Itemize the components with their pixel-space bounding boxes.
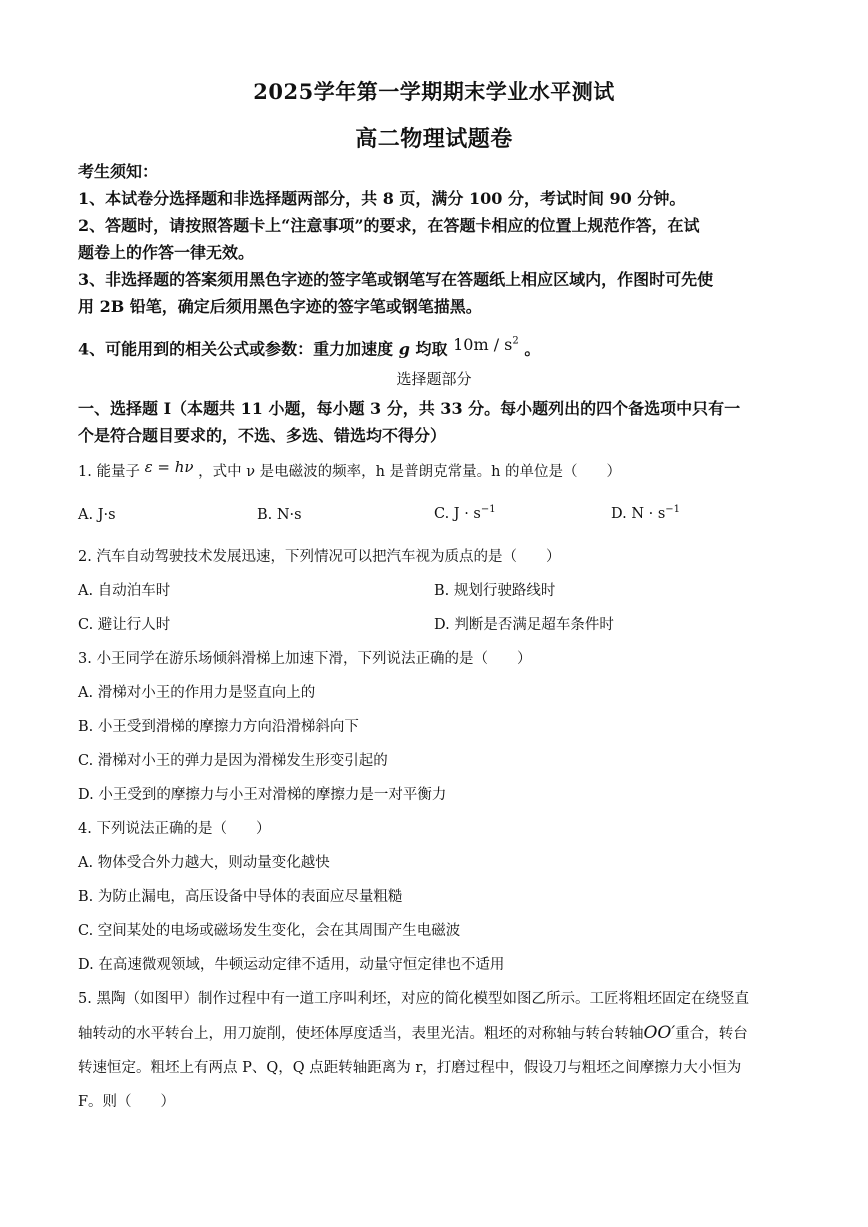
gravity-value (453, 335, 519, 354)
q2-option-b: B. 规划行驶路线时 (434, 583, 556, 599)
q1-formula: ε = hν (144, 458, 194, 476)
q3-option-d: D. 小王受到的摩擦力与小王对滑梯的摩擦力是一对平衡力 (78, 787, 447, 803)
exam-title: 2025学年第一学期期末学业水平测试 (253, 79, 615, 104)
q2-option-a: A. 自动泊车时 (78, 583, 171, 599)
q1-option-c-base: C. J · s (434, 505, 481, 522)
section-title: 选择题部分 (396, 370, 472, 388)
q1-option-a: A. J·s (78, 507, 116, 523)
q5-line-2 (78, 1016, 790, 1051)
section-intro-a: 一、选择题 I（本题共 11 小题，每小题 3 分，共 33 分。每小题列出的四个备选项中只有一 (78, 399, 741, 418)
section-intro-b: 个是符合题目要求的，不选、多选、错选均不得分） (78, 426, 447, 445)
q1-option-c (434, 504, 496, 522)
q2-option-c: C. 避让行人时 (78, 617, 171, 633)
q4-option-b: B. 为防止漏电，高压设备中导体的表面应尽量粗糙 (78, 889, 403, 905)
notice-item-4-prefix: 4、可能用到的相关公式或参数：重力加速度 (78, 339, 394, 359)
q1-prefix: 1. 能量子 (78, 464, 140, 480)
q1-option-d (611, 504, 680, 522)
q1-option-d-exp: −1 (665, 504, 681, 515)
notice-item-4-suffix: 。 (524, 339, 541, 359)
q1-suffix: ，式中 ν 是电磁波的频率，h 是普朗克常量。h 的单位是（ ） (198, 464, 622, 480)
gravity-value-base: 10m / s (453, 335, 513, 355)
notice-item-2b: 题卷上的作答一律无效。 (78, 243, 255, 262)
q4-option-c: C. 空间某处的电场或磁场发生变化，会在其周围产生电磁波 (78, 923, 461, 939)
q1-option-d-base: D. N · s (611, 505, 666, 522)
q3-option-c: C. 滑梯对小王的弹力是因为滑梯发生形变引起的 (78, 753, 388, 769)
q1-stem (78, 460, 798, 481)
q2-stem: 2. 汽车自动驾驶技术发展迅速，下列情况可以把汽车视为质点的是（ ） (78, 549, 561, 565)
q2-option-d: D. 判断是否满足超车条件时 (434, 617, 614, 633)
notice-item-1: 1、本试卷分选择题和非选择题两部分，共 8 页，满分 100 分，考试时间 90 分钟。 (78, 189, 686, 208)
q5-line-2-suffix: 重合，转台 (675, 1026, 748, 1042)
q5-line-3: 转速恒定。粗坯上有两点 P、Q，Q 点距转轴距离为 r，打磨过程中，假设刀与粗坯之间摩擦力大小恒为 (78, 1060, 742, 1076)
q3-option-b: B. 小王受到滑梯的摩擦力方向沿滑梯斜向下 (78, 719, 359, 735)
q4-option-a: A. 物体受合外力越大，则动量变化越快 (78, 855, 330, 871)
notice-item-3a: 3、非选择题的答案须用黑色字迹的签字笔或钢笔写在答题纸上相应区域内，作图时可先使 (78, 270, 714, 289)
q1-option-b: B. N·s (257, 507, 302, 523)
q3-option-a: A. 滑梯对小王的作用力是竖直向上的 (78, 685, 316, 701)
q3-stem: 3. 小王同学在游乐场倾斜滑梯上加速下滑，下列说法正确的是（ ） (78, 651, 532, 667)
q5-line-1: 5. 黑陶（如图甲）制作过程中有一道工序叫利坯，对应的简化模型如图乙所示。工匠将粗坯固定在绕竖直 (78, 991, 749, 1007)
notice-heading: 考生须知： (78, 162, 159, 181)
exam-subtitle: 高二物理试题卷 (355, 126, 513, 152)
q1-option-c-exp: −1 (480, 504, 496, 515)
gravity-symbol: g (398, 339, 410, 359)
notice-item-4 (78, 332, 790, 362)
q4-stem: 4. 下列说法正确的是（ ） (78, 821, 271, 837)
q5-line-4: F。则（ ） (78, 1094, 176, 1110)
notice-item-4-mid: 均取 (415, 339, 448, 359)
q4-option-d: D. 在高速微观领域，牛顿运动定律不适用，动量守恒定律也不适用 (78, 957, 505, 973)
gravity-value-exp: 2 (512, 336, 519, 347)
q5-line-2-prefix: 轴转动的水平转台上，用刀旋削，使坯体厚度适当，表里光洁。粗坯的对称轴与转台转轴 (78, 1026, 644, 1042)
notice-item-3b: 用 2B 铅笔，确定后须用黑色字迹的签字笔或钢笔描黑。 (78, 297, 482, 316)
axis-symbol: OO′ (643, 1023, 676, 1043)
notice-item-2a: 2、答题时，请按照答题卡上“注意事项”的要求，在答题卡相应的位置上规范作答，在试 (78, 216, 700, 235)
